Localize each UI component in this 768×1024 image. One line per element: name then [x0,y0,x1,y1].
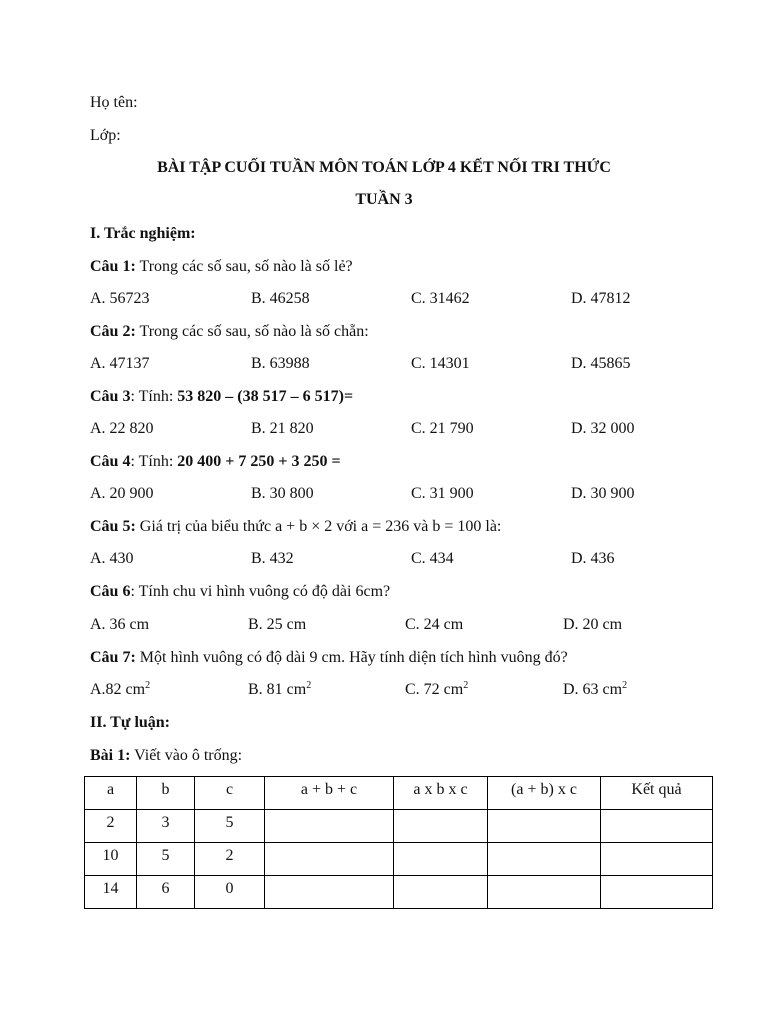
table-row [85,810,713,843]
option-d: D. 436 [571,550,615,567]
option-c: C. 72 $cm^2$ [405,680,469,698]
section-heading-multiple-choice: I. Trắc nghiệm: [90,225,196,242]
table-header-cell: (a + b) x c [488,777,601,810]
option-d: D. 63 $cm^2$ [563,680,628,698]
question-6 [90,583,390,601]
answer-cell[interactable] [601,843,713,876]
question-text: : Tính: [130,453,178,470]
answer-cell[interactable] [265,843,394,876]
table-header-cell: b [137,777,195,810]
option-a: A. 430 [90,550,134,567]
question-text: Trong các số sau, số nào là số lẻ? [135,258,353,275]
question-7 [90,649,568,667]
option-a: A.82 $cm^2$ [90,680,151,698]
option-a: A. 36 cm [90,616,150,633]
option-b: B. 432 [251,550,294,567]
question-label: Câu 1: [90,258,136,275]
superscript: 2 [145,680,151,691]
table-header-cell: a x b x c [394,777,488,810]
question-2 [90,323,369,341]
option-b: B. 81 $cm^2$ [248,680,312,698]
table-cell: 2 [195,843,265,876]
option-c: C. 14301 [411,355,470,372]
option-b: B. 21 820 [251,420,314,437]
superscript: 2 [622,680,628,691]
option-b: B. 63988 [251,355,310,372]
question-label: Câu 6 [90,583,131,600]
question-text: Một hình vuông có độ dài 9 cm. Hãy tính diện tích hình vuông đó? [135,649,568,666]
table-header-cell: a + b + c [265,777,394,810]
answer-cell[interactable] [601,810,713,843]
question-1 [90,258,353,276]
question-5 [90,518,501,536]
week-subtitle: TUẦN 3 [355,191,413,208]
answer-cell[interactable] [394,810,488,843]
answer-cell[interactable] [394,876,488,909]
question-expression: 20 400 + 7 250 + 3 250 = [177,453,341,470]
option-b: B. 46258 [251,290,310,307]
question-text: Trong các số sau, số nào là số chẵn: [135,323,369,340]
exercise-1 [90,747,242,765]
answer-cell[interactable] [488,843,601,876]
table-cell: 0 [195,876,265,909]
superscript: 2 [306,680,312,691]
superscript: 2 [463,680,469,691]
table-cell: 3 [137,810,195,843]
answer-cell[interactable] [265,876,394,909]
table-header-cell: c [195,777,265,810]
table-cell: 2 [85,810,137,843]
question-label: Câu 3 [90,388,131,405]
answer-cell[interactable] [265,810,394,843]
table-row [85,843,713,876]
answer-cell[interactable] [488,810,601,843]
fill-in-table [84,776,713,909]
option-b: B. 25 cm [248,616,307,633]
option-d: D. 32 000 [571,420,635,437]
option-a: A. 47137 [90,355,150,372]
student-name-label: Họ tên: [90,94,138,111]
table-cell: 14 [85,876,137,909]
question-3 [90,388,353,406]
option-b: B. 30 800 [251,485,314,502]
table-row [85,876,713,909]
option-a: A. 20 900 [90,485,154,502]
option-c: C. 434 [411,550,454,567]
question-label: Câu 7: [90,649,136,666]
table-cell: 6 [137,876,195,909]
question-text: : Tính chu vi hình vuông có độ dài 6cm? [130,583,391,600]
option-d: D. 20 cm [563,616,623,633]
question-expression: 53 820 – (38 517 – 6 517)= [177,388,354,405]
question-label: Câu 5: [90,518,136,535]
option-c: C. 31462 [411,290,470,307]
table-cell: 10 [85,843,137,876]
answer-cell[interactable] [601,876,713,909]
question-text: Giá trị của biểu thức a + b × 2 với a = 236 và b = 100 là: [135,518,502,535]
option-c: C. 21 790 [411,420,474,437]
question-4 [90,453,341,471]
answer-cell[interactable] [394,843,488,876]
question-text: : Tính: [130,388,178,405]
exercise-label: Bài 1: [90,747,131,764]
question-label: Câu 4 [90,453,131,470]
answer-cell[interactable] [488,876,601,909]
table-header-cell: Kết quả [601,777,713,810]
option-a: A. 22 820 [90,420,154,437]
option-c: C. 24 cm [405,616,464,633]
option-d: D. 45865 [571,355,631,372]
table-header-cell: a [85,777,137,810]
option-d: D. 30 900 [571,485,635,502]
section-heading-essay: II. Tự luận: [90,714,171,731]
option-c: C. 31 900 [411,485,474,502]
question-label: Câu 2: [90,323,136,340]
option-a: A. 56723 [90,290,150,307]
class-label: Lớp: [90,127,121,144]
option-d: D. 47812 [571,290,631,307]
page-title: BÀI TẬP CUỐI TUẦN MÔN TOÁN LỚP 4 KẾT NỐI TRI THỨC [157,159,611,176]
exercise-text: Viết vào ô trống: [130,747,243,764]
table-cell: 5 [137,843,195,876]
table-header-row [85,777,713,810]
table-cell: 5 [195,810,265,843]
